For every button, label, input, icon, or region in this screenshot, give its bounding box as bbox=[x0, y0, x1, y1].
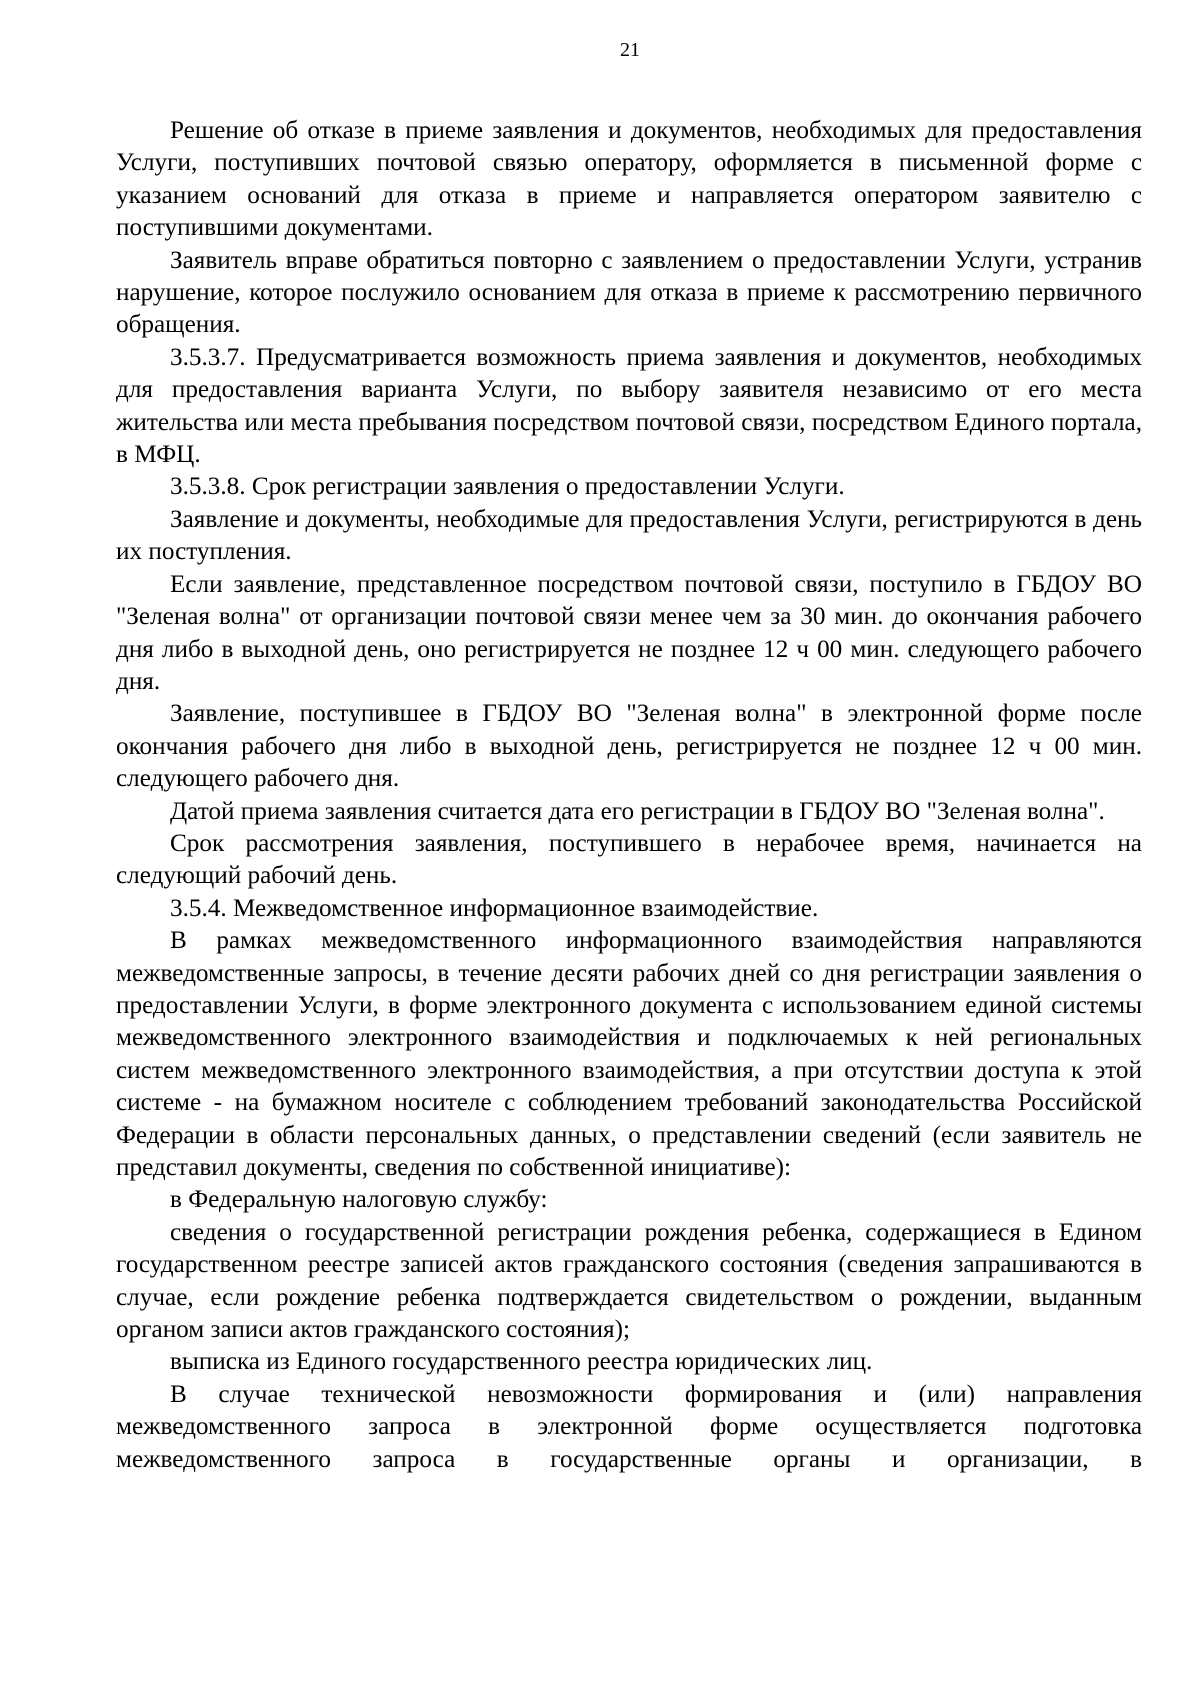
paragraph-repeat-application: Заявитель вправе обратиться повторно с заявлением о предоставлении Услуги, устранив нарушение, которое послужило основанием для отказа в приеме к рассмотрению первичного обращения. bbox=[116, 246, 1142, 339]
paragraph-3-5-4: 3.5.4. Межведомственное информационное взаимодействие. bbox=[170, 894, 819, 922]
paragraph-legal-entities-extract: выписка из Единого государственного реестра юридических лиц. bbox=[170, 1348, 873, 1376]
page-number: 21 bbox=[620, 39, 640, 61]
document-body bbox=[116, 115, 1142, 1476]
paragraph-postal-registration: Если заявление, представленное посредством почтовой связи, поступило в ГБДОУ ВО "Зеленая волна" от организации почтовой связи менее чем за 30 мин. до окончания рабочего дня либо в выходной день, оно регистрируется не позднее 12 ч 00 мин. следующего рабочего дня. bbox=[116, 570, 1142, 695]
paragraph-registration-day: Заявление и документы, необходимые для предоставления Услуги, регистрируются в день их поступления. bbox=[116, 505, 1142, 566]
paragraph-review-period: Срок рассмотрения заявления, поступившего в нерабочее время, начинается на следующий рабочий день. bbox=[116, 829, 1142, 890]
paragraph-3-5-3-8: 3.5.3.8. Срок регистрации заявления о предоставлении Услуги. bbox=[170, 473, 845, 501]
paragraph-electronic-registration: Заявление, поступившее в ГБДОУ ВО "Зеленая волна" в электронной форме после окончания рабочего дня либо в выходной день, регистрируется не позднее 12 ч 00 мин. следующего рабочего дня. bbox=[116, 700, 1142, 793]
paragraph-refusal-decision: Решение об отказе в приеме заявления и документов, необходимых для предоставления Услуги, поступивших почтовой связью оператору, оформляется в письменной форме с указанием оснований для отказа в приеме и направляется оператором заявителю с поступившими документами. bbox=[116, 117, 1142, 242]
paragraph-3-5-3-7: 3.5.3.7. Предусматривается возможность приема заявления и документов, необходимых для предоставления варианта Услуги, по выбору заявителя независимо от его места жительства или места пребывания посредством почтовой связи, посредством Единого портала, в МФЦ. bbox=[116, 343, 1142, 469]
paragraph-technical-impossibility: В случае технической невозможности формирования и (или) направления межведомственного запроса в электронной форме осуществляется подготовка межведомственного запроса в государственные органы и организации, в bbox=[116, 1380, 1142, 1473]
paragraph-birth-registration-info: сведения о государственной регистрации рождения ребенка, содержащиеся в Едином государственном реестре записей актов гражданского состояния (сведения запрашиваются в случае, если рождение ребенка подтверждается свидетельством о рождении, выданным органом записи актов гражданского состояния); bbox=[116, 1218, 1142, 1344]
paragraph-acceptance-date: Датой приема заявления считается дата его регистрации в ГБДОУ ВО "Зеленая волна". bbox=[170, 797, 1105, 825]
paragraph-interagency-requests: В рамках межведомственного информационного взаимодействия направляются межведомственные запросы, в течение десяти рабочих дней со дня регистрации заявления о предоставлении Услуги, в форме электронного документа с использованием единой системы межведомственного электронного взаимодействия и подключаемых к ней региональных систем межведомственного электронного взаимодействия, а при отсутствии доступа к этой системе - на бумажном носителе с соблюдением требований законодательства Российской Федерации в области персональных данных, о представлении сведений (если заявитель не представил документы, сведения по собственной инициативе): bbox=[116, 927, 1142, 1181]
paragraph-tax-service: в Федеральную налоговую службу: bbox=[170, 1186, 548, 1214]
